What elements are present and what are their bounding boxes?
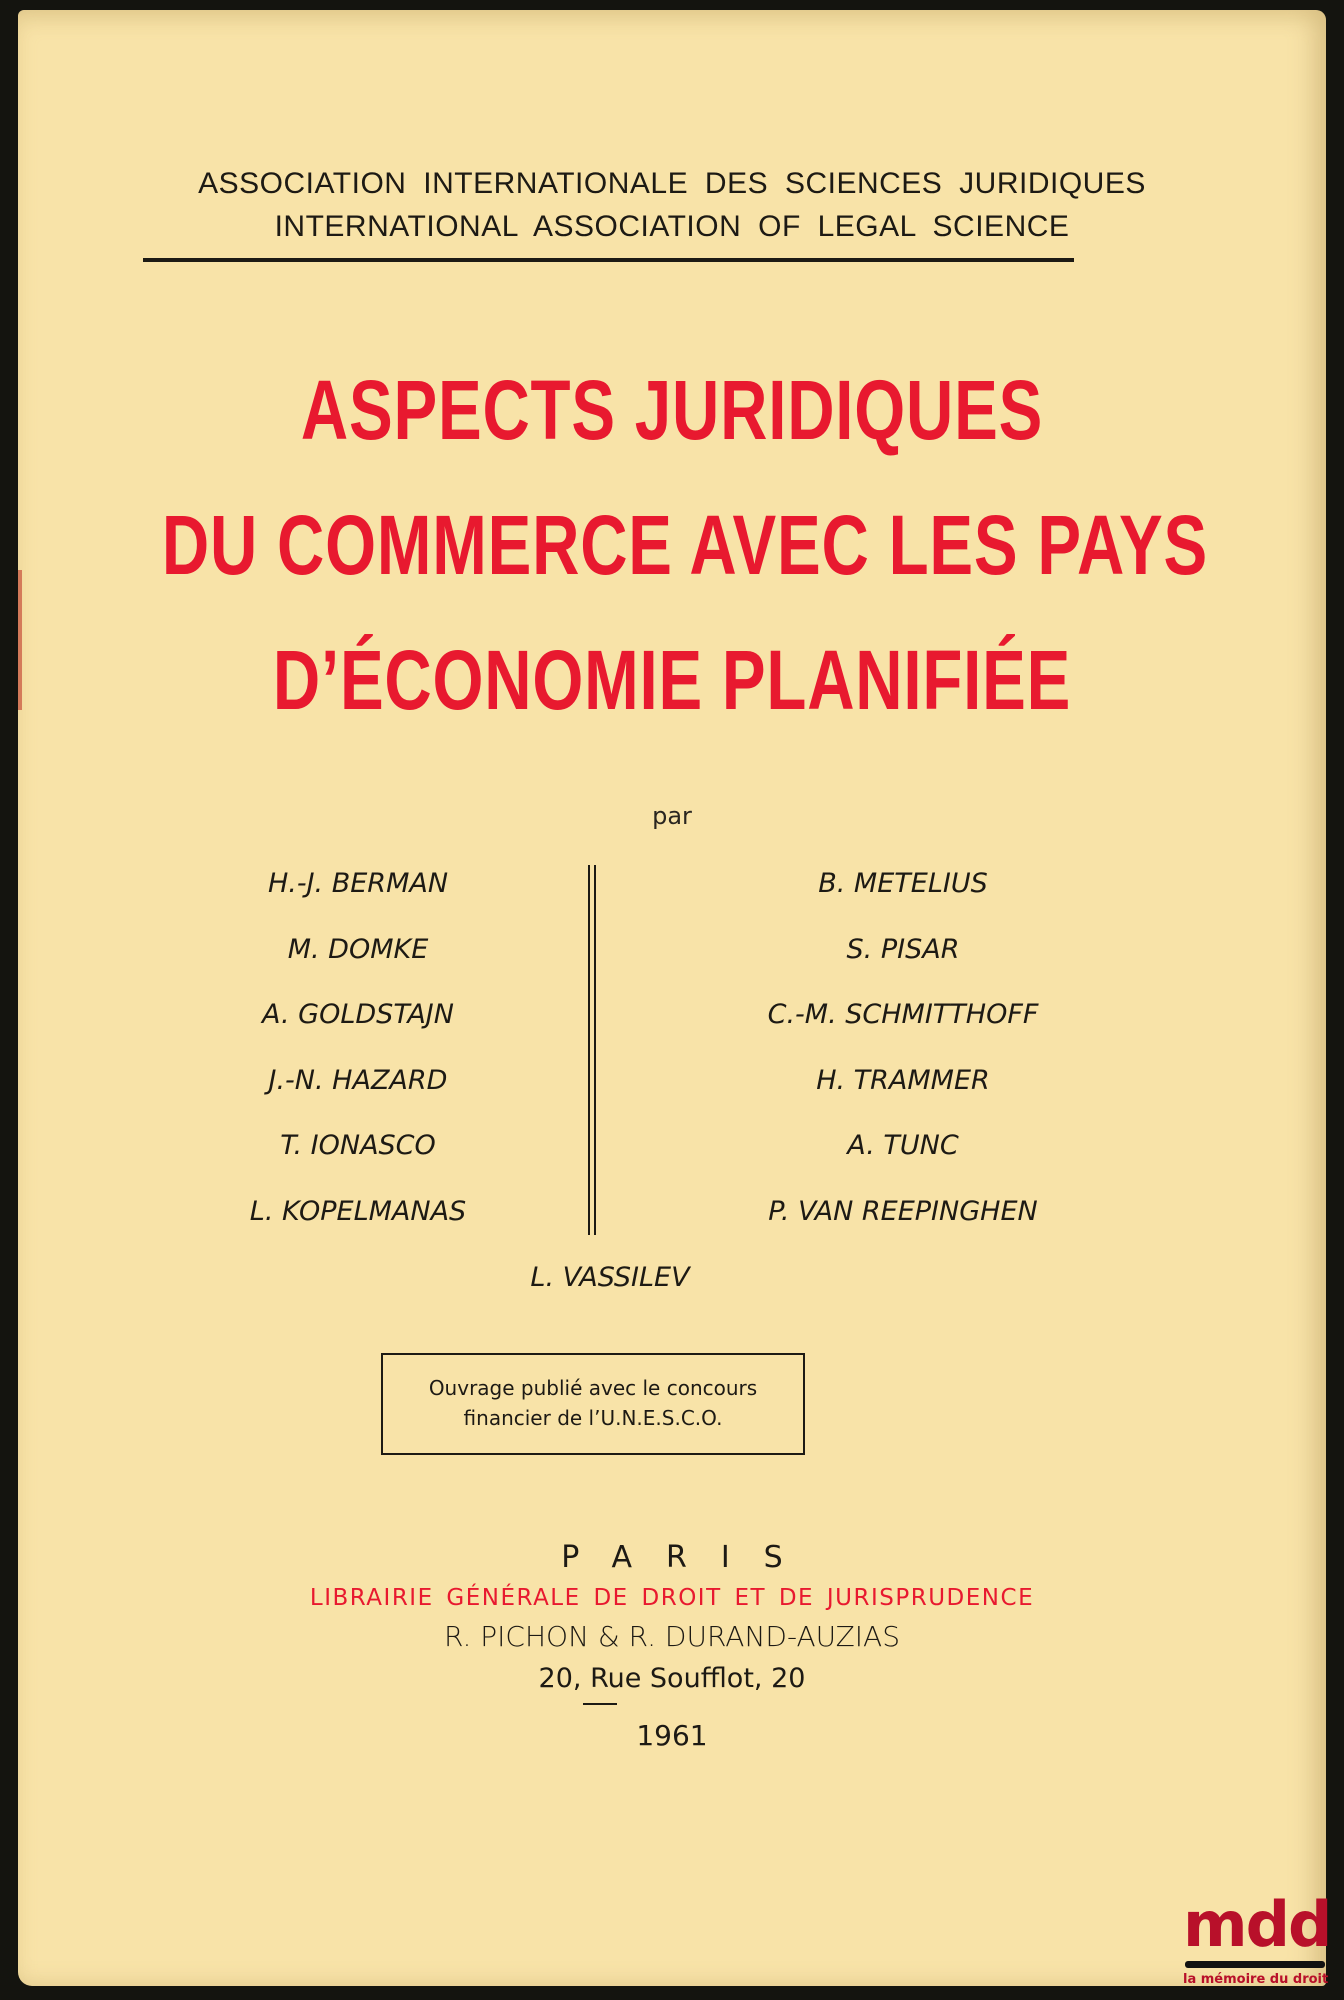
author-right: P. VAN REEPINGHEN	[768, 1196, 1038, 1227]
publisher-owners: R. PICHON & R. DURAND-AUZIAS	[444, 1620, 900, 1653]
unesco-notice	[381, 1353, 805, 1455]
spine-edge	[18, 570, 22, 710]
association-name-fr: ASSOCIATION INTERNATIONALE DES SCIENCES JURIDIQUES	[198, 167, 1146, 200]
author-left: A. GOLDSTAJN	[262, 999, 454, 1030]
author-left: H.-J. BERMAN	[267, 868, 449, 899]
separator-dash	[583, 1703, 617, 1705]
publisher-name: LIBRAIRIE GÉNÉRALE DE DROIT ET DE JURISPRUDENCE	[309, 1585, 1035, 1611]
association-name-en: INTERNATIONAL ASSOCIATION OF LEGAL SCIENCE	[274, 210, 1070, 243]
notice-line-1: Ouvrage publié avec le concours	[428, 1376, 758, 1400]
author-right: B. METELIUS	[818, 868, 988, 899]
author-right: A. TUNC	[847, 1130, 959, 1161]
author-center: L. VASSILEV	[530, 1262, 690, 1293]
author-right: C.-M. SCHMITTHOFF	[767, 999, 1039, 1030]
notice-line-2: financier de l’U.N.E.S.C.O.	[463, 1406, 723, 1430]
publisher-city: PARIS	[561, 1540, 817, 1575]
author-left: J.-N. HAZARD	[268, 1065, 448, 1096]
header-rule	[143, 258, 1074, 262]
author-left: L. KOPELMANAS	[249, 1196, 467, 1227]
author-right: H. TRAMMER	[816, 1065, 990, 1096]
author-left: T. IONASCO	[280, 1130, 436, 1161]
by-label: par	[652, 802, 692, 830]
logo-tagline: la mémoire du droit	[1183, 1972, 1329, 1987]
logo-mark: mdd	[1183, 1888, 1331, 1961]
publication-year: 1961	[636, 1719, 708, 1752]
book-cover	[18, 10, 1326, 1986]
watermark-logo	[1183, 1888, 1333, 1987]
publisher-address: 20, Rue Soufflot, 20	[538, 1663, 806, 1694]
author-right: S. PISAR	[846, 934, 960, 965]
column-divider	[588, 865, 596, 1235]
author-left: M. DOMKE	[287, 934, 429, 965]
title-line-3: D’ÉCONOMIE PLANIFIÉE	[272, 633, 1072, 727]
title-line-1: ASPECTS JURIDIQUES	[300, 363, 1044, 457]
title-line-2: DU COMMERCE AVEC LES PAYS	[161, 498, 1209, 592]
logo-bar	[1185, 1961, 1325, 1968]
